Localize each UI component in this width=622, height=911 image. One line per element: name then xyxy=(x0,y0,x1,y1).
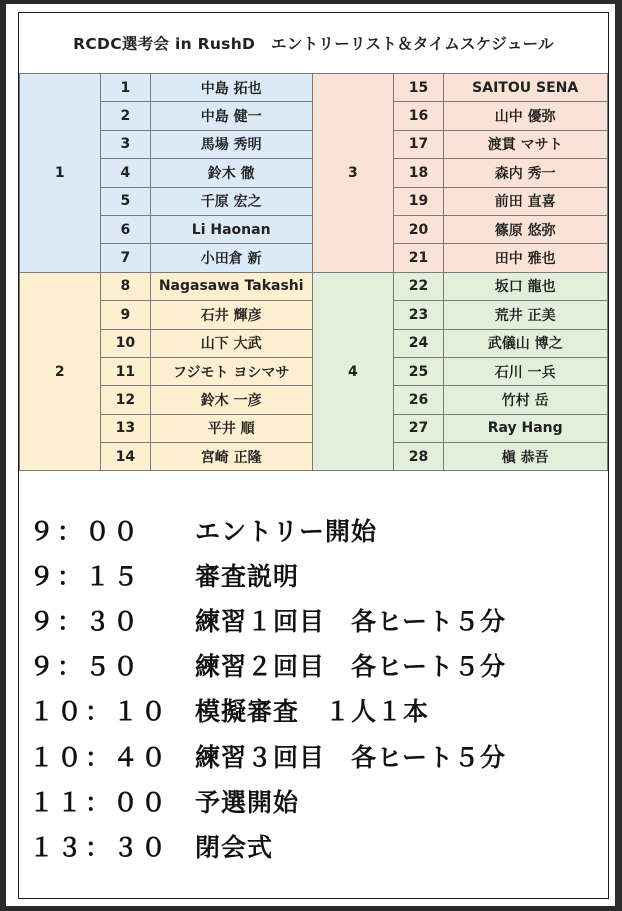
schedule-event: 練習２回目 各ヒート５分 xyxy=(195,652,507,682)
schedule-row xyxy=(29,597,589,642)
schedule-time: １０：４０ xyxy=(29,742,170,772)
schedule-row xyxy=(29,733,589,778)
document-page xyxy=(6,4,615,906)
entry-name-cell: Ray Hang xyxy=(443,414,607,442)
entry-name-cell: Nagasawa Takashi xyxy=(150,272,312,300)
entry-name-cell: 篠原 悠弥 xyxy=(443,215,607,243)
entry-name-cell: 森内 秀一 xyxy=(443,159,607,187)
entry-number-cell: 22 xyxy=(394,272,444,300)
entry-number-cell: 24 xyxy=(394,329,444,357)
schedule-time: ９：００ xyxy=(29,516,142,546)
entry-name-cell: 槇 恭吾 xyxy=(443,443,607,471)
entry-name-cell: 渡貫 マサト xyxy=(443,130,607,158)
entry-name-cell: 宮崎 正隆 xyxy=(150,443,312,471)
schedule-row xyxy=(29,688,589,733)
entry-name-cell: 前田 直喜 xyxy=(443,187,607,215)
entry-number-cell: 25 xyxy=(394,357,444,385)
entry-number-cell: 11 xyxy=(100,357,150,385)
schedule-row xyxy=(29,643,589,688)
entry-name-cell: Li Haonan xyxy=(150,215,312,243)
entry-number-cell: 27 xyxy=(394,414,444,442)
entry-number-cell: 28 xyxy=(394,443,444,471)
entry-name-cell: 田中 雅也 xyxy=(443,244,607,272)
schedule-row xyxy=(29,552,589,597)
entry-list-table xyxy=(19,73,608,471)
schedule-event: エントリー開始 xyxy=(195,516,378,546)
entry-number-cell: 15 xyxy=(394,74,444,102)
entry-name-cell: 山中 優弥 xyxy=(443,102,607,130)
schedule-event: 予選開始 xyxy=(195,787,300,817)
entry-number-cell: 6 xyxy=(100,215,150,243)
entry-number-cell: 20 xyxy=(394,215,444,243)
entry-number-cell: 4 xyxy=(100,159,150,187)
entry-name-cell: 鈴木 徹 xyxy=(150,159,312,187)
entry-name-cell: SAITOU SENA xyxy=(443,74,607,102)
schedule-time: １３：３０ xyxy=(29,832,170,862)
group-number-cell: 2 xyxy=(19,272,100,471)
time-schedule xyxy=(29,507,589,869)
entry-number-cell: 17 xyxy=(394,130,444,158)
schedule-time: ９：１５ xyxy=(29,561,142,591)
group-number-cell: 3 xyxy=(312,74,393,273)
document-title: RCDC選考会 in RushD エントリーリスト＆タイムスケジュール xyxy=(19,13,608,74)
entry-name-cell: 武儀山 博之 xyxy=(443,329,607,357)
document-frame xyxy=(18,12,609,899)
entry-number-cell: 21 xyxy=(394,244,444,272)
entry-name-cell: 石井 輝彦 xyxy=(150,301,312,329)
entry-name-cell: 小田倉 新 xyxy=(150,244,312,272)
entry-number-cell: 5 xyxy=(100,187,150,215)
entry-name-cell: 馬場 秀明 xyxy=(150,130,312,158)
group-number-cell: 4 xyxy=(312,272,393,471)
schedule-time: １１：００ xyxy=(29,787,170,817)
entry-number-cell: 2 xyxy=(100,102,150,130)
entry-name-cell: 平井 順 xyxy=(150,414,312,442)
schedule-row xyxy=(29,778,589,823)
entry-name-cell: 中島 拓也 xyxy=(150,74,312,102)
entry-name-cell: 坂口 龍也 xyxy=(443,272,607,300)
table-row xyxy=(19,74,607,102)
entry-name-cell: 荒井 正美 xyxy=(443,301,607,329)
entry-name-cell: 鈴木 一彦 xyxy=(150,386,312,414)
schedule-row xyxy=(29,507,589,552)
schedule-time: ９：３０ xyxy=(29,606,142,636)
schedule-event: 模擬審査 １人１本 xyxy=(195,697,430,727)
schedule-row xyxy=(29,823,589,868)
entry-name-cell: 中島 健一 xyxy=(150,102,312,130)
entry-number-cell: 23 xyxy=(394,301,444,329)
entry-name-cell: 山下 大武 xyxy=(150,329,312,357)
entry-number-cell: 16 xyxy=(394,102,444,130)
entry-number-cell: 26 xyxy=(394,386,444,414)
schedule-time: ９：５０ xyxy=(29,652,142,682)
schedule-time: １０：１０ xyxy=(29,697,170,727)
schedule-event: 審査説明 xyxy=(195,561,300,591)
entry-number-cell: 1 xyxy=(100,74,150,102)
entry-number-cell: 14 xyxy=(100,443,150,471)
entry-number-cell: 7 xyxy=(100,244,150,272)
entry-number-cell: 9 xyxy=(100,301,150,329)
entry-number-cell: 10 xyxy=(100,329,150,357)
entry-number-cell: 13 xyxy=(100,414,150,442)
entry-name-cell: 竹村 岳 xyxy=(443,386,607,414)
schedule-event: 練習１回目 各ヒート５分 xyxy=(195,606,507,636)
entry-name-cell: 千原 宏之 xyxy=(150,187,312,215)
schedule-event: 練習３回目 各ヒート５分 xyxy=(195,742,507,772)
entry-number-cell: 18 xyxy=(394,159,444,187)
table-row xyxy=(19,272,607,300)
entry-number-cell: 12 xyxy=(100,386,150,414)
entry-number-cell: 8 xyxy=(100,272,150,300)
entry-name-cell: 石川 一兵 xyxy=(443,357,607,385)
schedule-event: 閉会式 xyxy=(195,832,274,862)
entry-number-cell: 3 xyxy=(100,130,150,158)
entry-number-cell: 19 xyxy=(394,187,444,215)
entry-name-cell: フジモト ヨシマサ xyxy=(150,357,312,385)
group-number-cell: 1 xyxy=(19,74,100,273)
